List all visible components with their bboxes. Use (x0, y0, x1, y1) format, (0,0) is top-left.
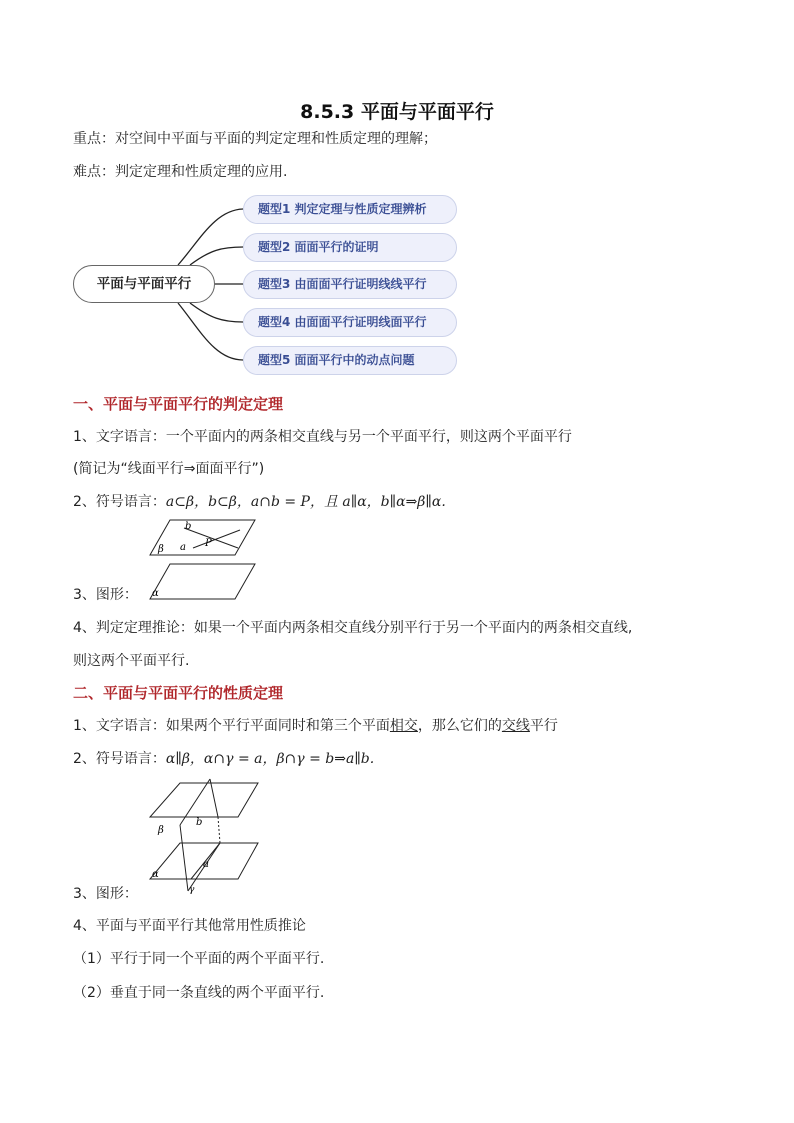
connector-2 (190, 247, 243, 265)
section2-item1-suffix: 平行 (529, 718, 558, 734)
section2-item1-underline-1: 相交 (389, 718, 418, 734)
mindmap-root: 平面与平面平行 (73, 265, 215, 303)
mindmap-node-4[interactable]: 题型4 由面面平行证明线面平行 (243, 308, 457, 337)
section1-item2 (73, 492, 446, 512)
connector-5 (178, 303, 243, 360)
section2-item4-2: （2）垂直于同一条直线的两个平面平行. (73, 985, 325, 1001)
label-alpha: α (152, 869, 159, 880)
section2-item4: 4、平面与平面平行其他常用性质推论 (73, 918, 306, 934)
mindmap-node-3[interactable]: 题型3 由面面平行证明线线平行 (243, 270, 457, 299)
label-b: b (185, 521, 192, 532)
section1-item2-label: 2、符号语言： (73, 494, 166, 510)
mindmap-node-1[interactable]: 题型1 判定定理与性质定理辨析 (243, 195, 457, 224)
section2-item1-underline-2: 交线 (501, 718, 530, 734)
section1-item2-formula: a⊂β，b⊂β，a∩b = P，且 a∥α，b∥α⇒β∥α. (165, 494, 446, 510)
figure-parallel-planes-property (140, 775, 270, 900)
section2-item4-1: （1）平行于同一个平面的两个平面平行. (73, 951, 325, 967)
label-alpha: α (152, 588, 159, 599)
plane-gamma-top-edge (180, 779, 210, 825)
section2-item2-label: 2、符号语言： (73, 751, 166, 767)
key-point: 重点：对空间中平面与平面的判定定理和性质定理的理解； (73, 131, 437, 147)
section2-heading: 二、平面与平面平行的性质定理 (73, 684, 284, 702)
label-a: a (180, 542, 186, 553)
line-b (210, 779, 218, 817)
label-a: a (203, 859, 209, 870)
label-gamma: γ (189, 885, 195, 895)
section1-item1-note: (简记为“线面平行⇒面面平行”) (73, 461, 265, 477)
section1-heading: 一、平面与平面平行的判定定理 (73, 395, 284, 413)
difficulty: 难点：判定定理和性质定理的应用. (73, 164, 288, 180)
section1-item4-line2: 则这两个平面平行. (73, 653, 190, 669)
section2-item1 (73, 716, 558, 736)
section1-item3: 3、图形： (73, 587, 138, 603)
plane-beta (150, 520, 255, 555)
line-a (193, 530, 240, 548)
mindmap-node-5[interactable]: 题型5 面面平行中的动点问题 (243, 346, 457, 375)
label-beta: β (158, 544, 164, 555)
section2-item1-prefix: 1、文字语言：如果两个平行平面同时和第三个平面 (73, 718, 390, 734)
figure-parallel-planes-determination (140, 515, 270, 605)
page-title: 8.5.3 平面与平面平行 (300, 101, 494, 123)
label-beta: β (158, 825, 164, 836)
section1-item1: 1、文字语言：一个平面内的两条相交直线与另一个平面平行，则这两个平面平行 (73, 429, 572, 445)
section2-item2-formula: α∥β，α∩γ = a，β∩γ = b⇒a∥b. (165, 751, 375, 767)
section2-item1-mid: ，那么它们的 (417, 718, 502, 734)
connector-4 (190, 303, 243, 322)
label-p: P (205, 538, 212, 549)
connector-1 (178, 209, 243, 265)
plane-gamma-left-edge (180, 825, 188, 891)
section2-item3: 3、图形： (73, 886, 138, 902)
hidden-edge (218, 817, 220, 843)
mindmap-node-2[interactable]: 题型2 面面平行的证明 (243, 233, 457, 262)
section2-item2 (73, 749, 374, 769)
section1-item4-line1: 4、判定定理推论：如果一个平面内两条相交直线分别平行于另一个平面内的两条相交直线, (73, 620, 633, 636)
label-b: b (196, 817, 203, 828)
plane-alpha (150, 564, 255, 599)
